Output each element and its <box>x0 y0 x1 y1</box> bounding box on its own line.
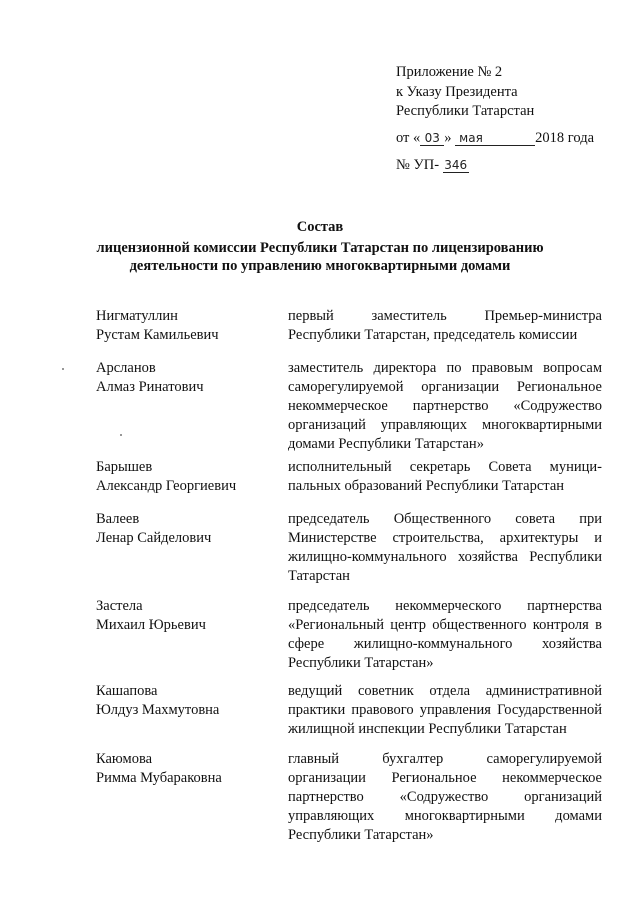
member-surname: Барышев <box>96 459 153 475</box>
member-given-name: Рустам Камильевич <box>96 327 219 343</box>
member-given-name: Ленар Сайделович <box>96 530 212 546</box>
member-given-name: Римма Мубараковна <box>96 770 222 786</box>
date-year: 2018 года <box>535 129 595 146</box>
member-given-name: Михаил Юрьевич <box>96 617 206 633</box>
scan-speck <box>62 368 64 370</box>
appendix-date <box>396 129 616 149</box>
member-given-name: Алмаз Ринатович <box>96 379 204 395</box>
decree-number <box>396 156 616 176</box>
member-given-name: Юлдуз Махмутовна <box>96 702 220 718</box>
document-title: Состав <box>296 219 344 235</box>
member-surname: Валеев <box>96 511 140 527</box>
appendix-decree: к Указу Президента <box>396 83 518 100</box>
decree-number-prefix: № УП- <box>396 157 440 173</box>
member-surname: Застела <box>96 598 143 614</box>
member-surname: Кашапова <box>96 683 158 699</box>
member-surname: Каюмова <box>96 751 153 767</box>
appendix-header <box>396 63 616 176</box>
member-role: главный бухгалтер саморегулируемой организации Региональное некоммерческое партнерство «Содружество организаций управляющих многоквартирными домами Республики Татарстан» <box>288 751 602 843</box>
member-name <box>96 510 276 548</box>
member-role: председатель Общественного совета при Министерстве строительства, архитектуры и жилищно-коммунального хозяйства Республики Татарстан <box>288 511 602 584</box>
decree-number-value: 346 <box>444 158 468 172</box>
member-name <box>96 750 276 788</box>
member-surname: Арсланов <box>96 360 156 376</box>
date-month: мая <box>455 131 535 146</box>
document-subtitle-line2: деятельности по управлению многоквартирными домами <box>129 258 511 274</box>
member-name <box>96 458 276 496</box>
member-role: исполнительный секретарь Совета муниципальных образований Республики Татарстан <box>288 459 602 494</box>
member-role: заместитель директора по правовым вопросам саморегулируемой организации Региональное некоммерческое партнерство «Содружество организаций управляющих многоквартирными домами Республики Татарстан» <box>288 360 602 452</box>
appendix-republic: Республики Татарстан <box>396 103 535 119</box>
member-surname: Нигматуллин <box>96 308 178 324</box>
date-prefix: от « <box>396 129 421 146</box>
member-role: первый заместитель Премьер-министра Республики Татарстан, председатель комиссии <box>288 308 602 343</box>
date-close-quote: » <box>444 129 452 146</box>
member-name <box>96 307 276 345</box>
date-day: 03 <box>420 131 444 146</box>
member-name <box>96 597 276 635</box>
member-role: ведущий советник отдела административной практики правового управления Государственной жилищной инспекции Республики Татарстан <box>288 683 602 737</box>
scan-speck <box>120 434 122 436</box>
member-name <box>96 359 276 397</box>
document-subtitle-line1: лицензионной комиссии Республики Татарстан по лицензированию <box>96 240 544 256</box>
appendix-number: Приложение № 2 <box>396 64 503 80</box>
member-given-name: Александр Георгиевич <box>96 478 237 494</box>
member-name <box>96 682 276 720</box>
member-role: председатель некоммерческого партнерства «Региональный центр общественного контроля в сфере жилищно-коммунального хозяйства Республики Татарстан» <box>288 598 602 671</box>
